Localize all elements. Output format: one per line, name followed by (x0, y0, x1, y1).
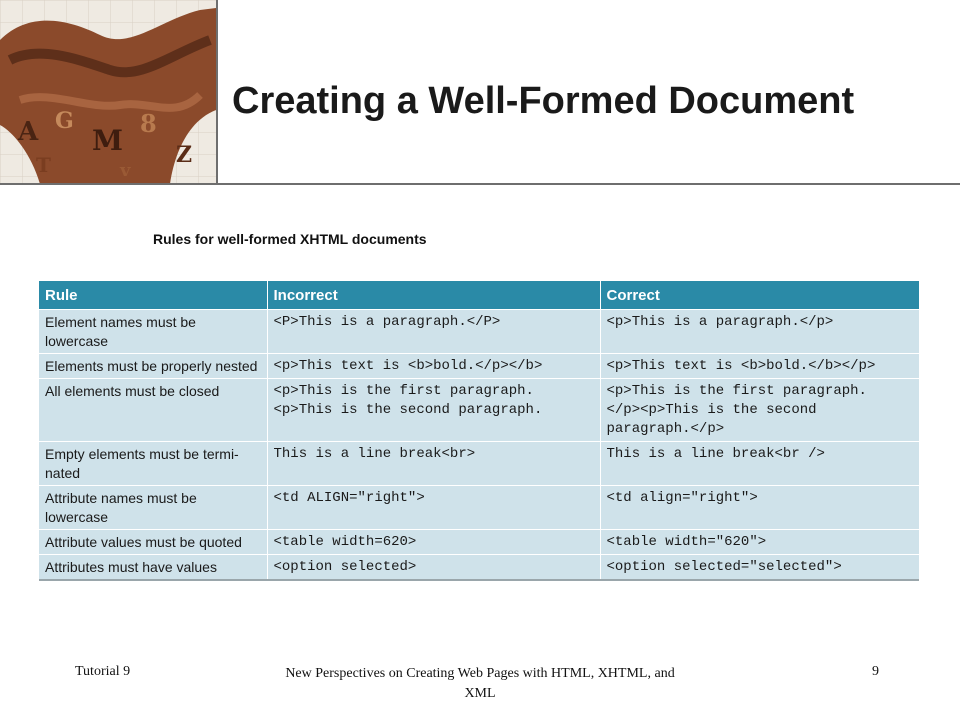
svg-text:M: M (92, 124, 123, 157)
header-rule: Rule (39, 281, 267, 310)
rules-table (39, 281, 919, 581)
rule-cell: Attribute names must be lowercase (39, 486, 267, 530)
table-row (39, 310, 919, 354)
svg-text:Z: Z (176, 142, 193, 168)
table-caption: Rules for well-formed XHTML documents (153, 231, 427, 247)
table-row (39, 555, 919, 581)
correct-cell: <p>This text is <b>bold.</b></p> (600, 354, 919, 379)
table-row (39, 530, 919, 555)
correct-cell: This is a line break<br /> (600, 442, 919, 486)
table-row (39, 486, 919, 530)
correct-cell: <p>This is the first paragraph. </p><p>This is the second paragraph.</p> (600, 379, 919, 442)
correct-cell: <option selected="selected"> (600, 555, 919, 581)
correct-cell: <p>This is a paragraph.</p> (600, 310, 919, 354)
incorrect-cell: <p>This text is <b>bold.</p></b> (267, 354, 600, 379)
incorrect-cell: <P>This is a paragraph.</P> (267, 310, 600, 354)
table-row (39, 442, 919, 486)
svg-text:A: A (18, 117, 39, 147)
svg-text:v: v (120, 160, 131, 181)
rule-cell: Elements must be properly nested (39, 354, 267, 379)
incorrect-cell: <p>This is the first paragraph. <p>This is the second paragraph. (267, 379, 600, 442)
correct-cell: <table width="620"> (600, 530, 919, 555)
footer-book-title: New Perspectives on Creating Web Pages with HTML, XHTML, and XML (285, 666, 675, 701)
rule-cell: Element names must be lowercase (39, 310, 267, 354)
rule-cell: Attributes must have values (39, 555, 267, 581)
header-divider (0, 183, 960, 185)
slide-title: Creating a Well-Formed Document (232, 80, 855, 122)
letters-collage-graphic (0, 0, 216, 184)
svg-text:G: G (55, 108, 74, 134)
rule-cell: Empty elements must be termi- nated (39, 442, 267, 486)
decorative-letters-image (0, 0, 216, 184)
footer-page-number: 9 (872, 664, 879, 679)
header-incorrect: Incorrect (267, 281, 600, 310)
correct-cell: <td align="right"> (600, 486, 919, 530)
table-row (39, 379, 919, 442)
incorrect-cell: <td ALIGN="right"> (267, 486, 600, 530)
rule-cell: Attribute values must be quoted (39, 530, 267, 555)
svg-text:T: T (36, 153, 51, 177)
table-row (39, 354, 919, 379)
incorrect-cell: This is a line break<br> (267, 442, 600, 486)
table-header-row (39, 281, 919, 310)
incorrect-cell: <table width=620> (267, 530, 600, 555)
header-vertical-divider (216, 0, 218, 185)
rule-cell: All elements must be closed (39, 379, 267, 442)
rules-table-container (39, 281, 919, 581)
svg-text:8: 8 (140, 109, 157, 138)
header-correct: Correct (600, 281, 919, 310)
incorrect-cell: <option selected> (267, 555, 600, 581)
footer-tutorial-label: Tutorial 9 (75, 664, 131, 679)
